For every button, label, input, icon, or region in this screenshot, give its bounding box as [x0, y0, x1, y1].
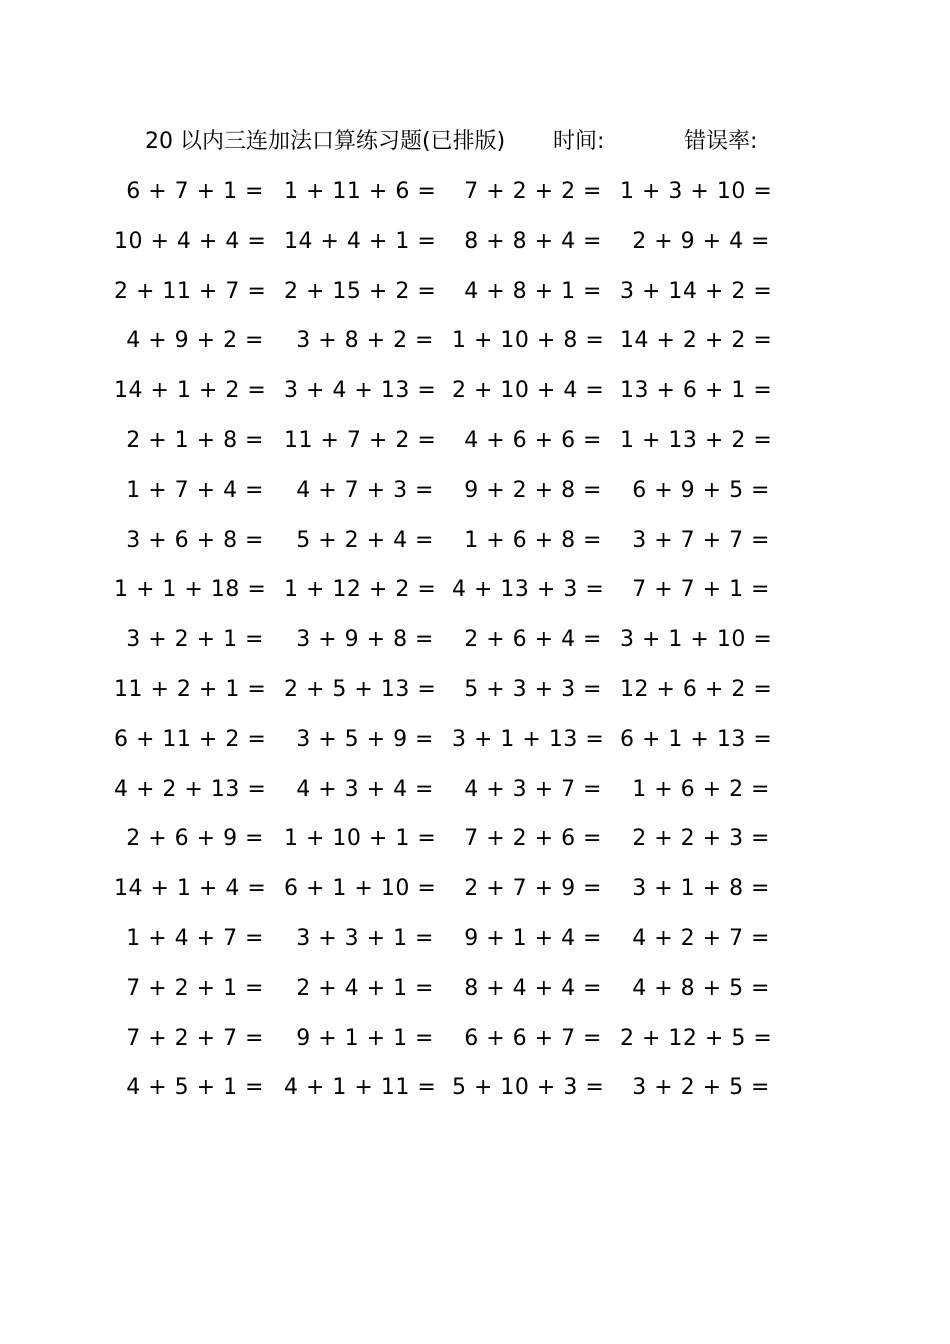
problem-item: 4 + 1 + 11 =: [284, 1075, 437, 1101]
problem-item: 3 + 4 + 13 =: [284, 378, 437, 404]
problem-item: 2 + 2 + 3 =: [632, 826, 770, 852]
problem-item: 2 + 7 + 9 =: [464, 876, 602, 902]
problem-item: 4 + 5 + 1 =: [126, 1075, 264, 1101]
problem-item: 1 + 6 + 8 =: [464, 527, 602, 553]
problem-item: 7 + 7 + 1 =: [632, 577, 770, 603]
problem-item: 5 + 3 + 3 =: [464, 676, 602, 702]
problem-item: 7 + 2 + 2 =: [464, 179, 602, 204]
problem-item: 6 + 1 + 13 =: [620, 726, 773, 752]
problem-item: 1 + 7 + 4 =: [126, 477, 264, 503]
problem-item: 9 + 2 + 8 =: [464, 477, 602, 503]
problem-item: 2 + 12 + 5 =: [620, 1025, 773, 1051]
problem-item: 14 + 1 + 2 =: [114, 378, 267, 404]
problem-item: 3 + 7 + 7 =: [632, 527, 770, 553]
problem-item: 3 + 3 + 1 =: [296, 925, 434, 951]
problem-row: [0, 964, 950, 1014]
problem-row: [0, 864, 950, 914]
problem-item: 1 + 1 + 18 =: [114, 577, 267, 603]
problem-item: 7 + 2 + 7 =: [126, 1025, 264, 1051]
problem-item: 3 + 6 + 8 =: [126, 527, 264, 553]
problem-item: 1 + 11 + 6 =: [284, 179, 437, 204]
problem-item: 2 + 9 + 4 =: [632, 228, 770, 254]
problem-row: [0, 366, 950, 416]
problem-item: 1 + 4 + 7 =: [126, 925, 264, 951]
problem-item: 6 + 1 + 10 =: [284, 876, 437, 902]
problem-item: 7 + 2 + 6 =: [464, 826, 602, 852]
problem-item: 3 + 8 + 2 =: [296, 328, 434, 354]
error-rate-label: 错误率:: [684, 129, 758, 154]
problem-row: [0, 316, 950, 366]
problem-item: 9 + 1 + 4 =: [464, 925, 602, 951]
problem-item: 11 + 2 + 1 =: [114, 676, 267, 702]
problem-item: 2 + 1 + 8 =: [126, 427, 264, 453]
problem-item: 1 + 10 + 1 =: [284, 826, 437, 852]
problem-item: 3 + 5 + 9 =: [296, 726, 434, 752]
problem-item: 3 + 9 + 8 =: [296, 627, 434, 653]
problem-row: [0, 715, 950, 765]
problem-item: 3 + 2 + 5 =: [632, 1075, 770, 1101]
problem-item: 4 + 6 + 6 =: [464, 427, 602, 453]
problem-item: 4 + 13 + 3 =: [452, 577, 605, 603]
worksheet-header: [145, 124, 785, 160]
problem-item: 5 + 2 + 4 =: [296, 527, 434, 553]
problem-item: 2 + 4 + 1 =: [296, 975, 434, 1001]
problem-item: 11 + 7 + 2 =: [284, 427, 437, 453]
problem-item: 6 + 6 + 7 =: [464, 1025, 602, 1051]
problem-item: 14 + 2 + 2 =: [620, 328, 773, 354]
problem-item: 3 + 14 + 2 =: [620, 278, 773, 304]
problem-item: 1 + 6 + 2 =: [632, 776, 770, 802]
problem-row: [0, 516, 950, 566]
problem-item: 13 + 6 + 1 =: [620, 378, 773, 404]
problem-item: 4 + 3 + 7 =: [464, 776, 602, 802]
problem-row: [0, 914, 950, 964]
problem-item: 2 + 5 + 13 =: [284, 676, 437, 702]
problem-item: 2 + 6 + 4 =: [464, 627, 602, 653]
problem-item: 6 + 9 + 5 =: [632, 477, 770, 503]
problem-grid: [0, 167, 950, 1113]
problem-item: 2 + 6 + 9 =: [126, 826, 264, 852]
problem-item: 1 + 10 + 8 =: [452, 328, 605, 354]
problem-item: 9 + 1 + 1 =: [296, 1025, 434, 1051]
worksheet-title: 20 以内三连加法口算练习题(已排版): [145, 129, 506, 154]
problem-item: 4 + 2 + 7 =: [632, 925, 770, 951]
problem-row: [0, 565, 950, 615]
problem-item: 3 + 2 + 1 =: [126, 627, 264, 653]
problem-item: 8 + 4 + 4 =: [464, 975, 602, 1001]
problem-item: 14 + 1 + 4 =: [114, 876, 267, 902]
problem-item: 2 + 11 + 7 =: [114, 278, 267, 304]
problem-item: 1 + 12 + 2 =: [284, 577, 437, 603]
problem-item: 1 + 3 + 10 =: [620, 179, 773, 204]
problem-row: [0, 665, 950, 715]
problem-row: [0, 615, 950, 665]
problem-row: [0, 217, 950, 267]
problem-item: 4 + 8 + 1 =: [464, 278, 602, 304]
problem-item: 7 + 2 + 1 =: [126, 975, 264, 1001]
problem-item: 6 + 11 + 2 =: [114, 726, 267, 752]
problem-row: [0, 765, 950, 815]
problem-item: 5 + 10 + 3 =: [452, 1075, 605, 1101]
problem-item: 2 + 15 + 2 =: [284, 278, 437, 304]
problem-item: 4 + 7 + 3 =: [296, 477, 434, 503]
problem-row: [0, 416, 950, 466]
problem-item: 3 + 1 + 13 =: [452, 726, 605, 752]
problem-item: 12 + 6 + 2 =: [620, 676, 773, 702]
problem-row: [0, 1063, 950, 1113]
problem-item: 4 + 2 + 13 =: [114, 776, 267, 802]
problem-item: 4 + 9 + 2 =: [126, 328, 264, 354]
problem-row: [0, 1014, 950, 1064]
problem-item: 8 + 8 + 4 =: [464, 228, 602, 254]
problem-item: 3 + 1 + 10 =: [620, 627, 773, 653]
problem-item: 10 + 4 + 4 =: [114, 228, 267, 254]
problem-item: 2 + 10 + 4 =: [452, 378, 605, 404]
problem-row: [0, 466, 950, 516]
problem-item: 4 + 3 + 4 =: [296, 776, 434, 802]
problem-row: [0, 814, 950, 864]
problem-item: 4 + 8 + 5 =: [632, 975, 770, 1001]
problem-item: 1 + 13 + 2 =: [620, 427, 773, 453]
problem-item: 6 + 7 + 1 =: [126, 179, 264, 204]
problem-row: [0, 267, 950, 317]
problem-item: 14 + 4 + 1 =: [284, 228, 437, 254]
problem-item: 3 + 1 + 8 =: [632, 876, 770, 902]
problem-row: [0, 167, 950, 217]
time-label: 时间:: [553, 129, 605, 154]
